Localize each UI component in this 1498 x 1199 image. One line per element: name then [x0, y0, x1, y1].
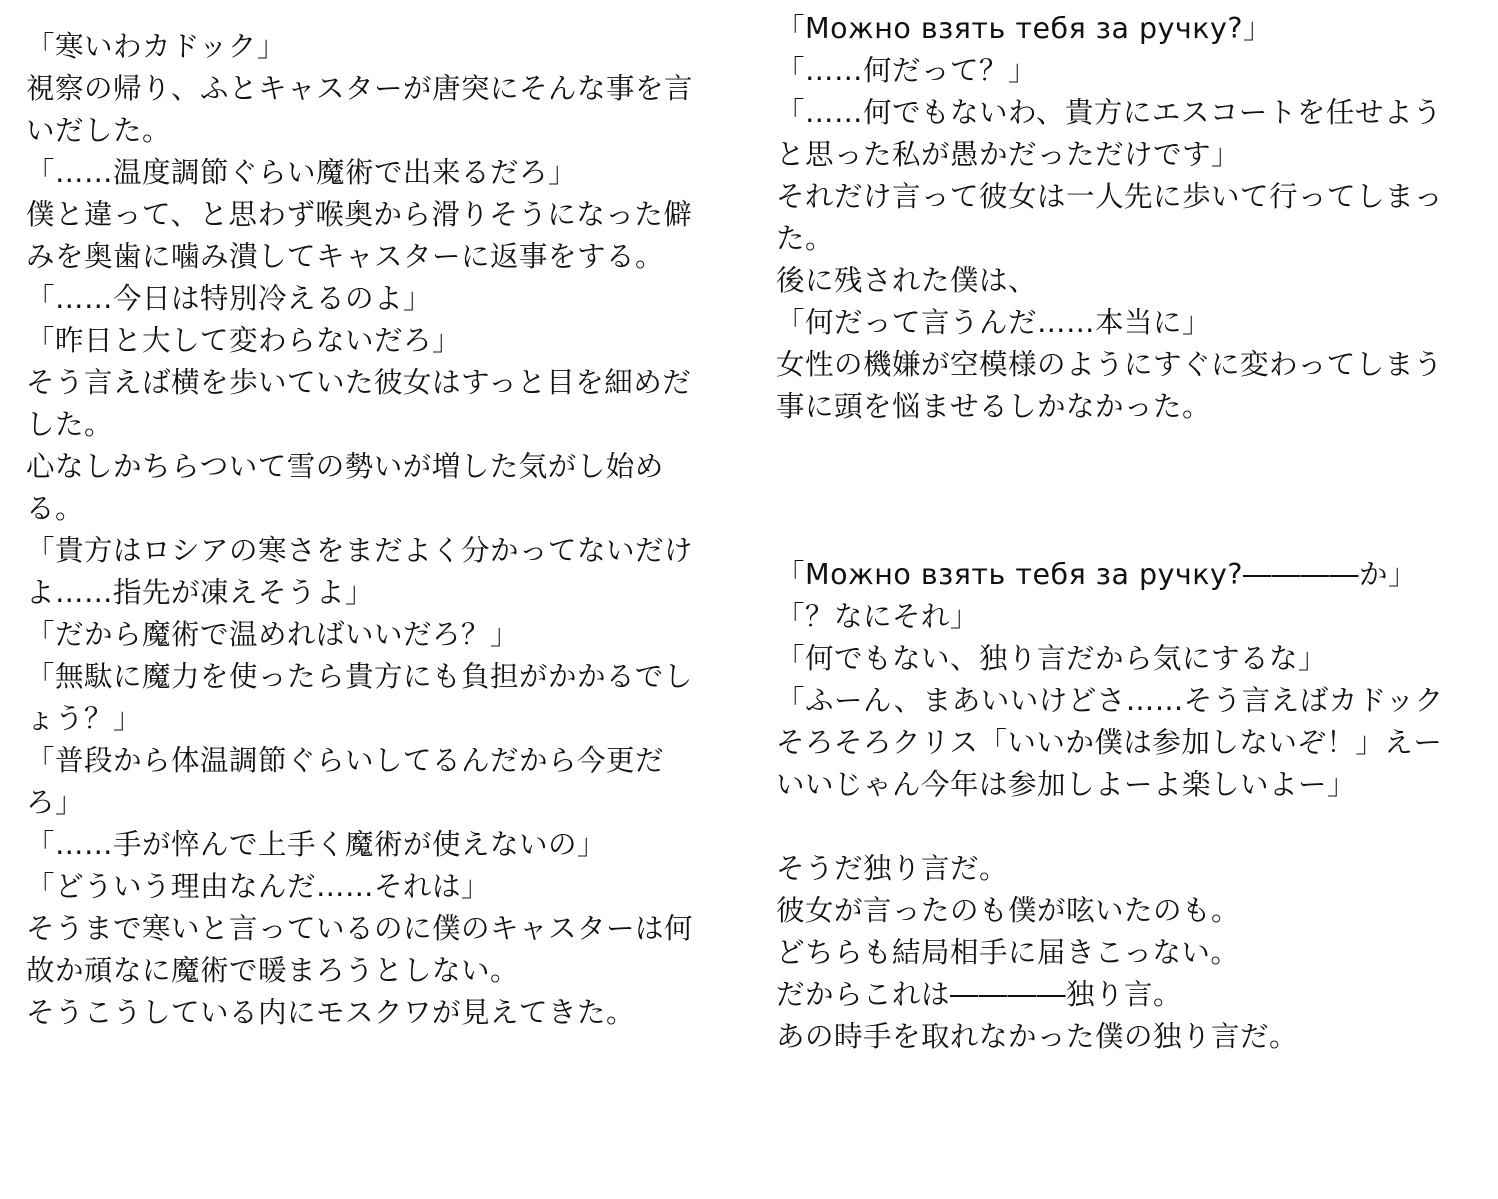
text-line: 「何だって言うんだ……本当に」	[776, 306, 1212, 339]
text-line: いだした。	[26, 114, 172, 147]
text-line: 「Можно взять тебя за ручку?――――か」	[776, 558, 1417, 591]
text-line: 「普段から体温調節ぐらいしてるんだから今更だ	[26, 744, 665, 777]
text-line: 「……手が悴んで上手く魔術が使えないの」	[26, 828, 607, 861]
text-line: 「だから魔術で温めればいいだろ？」	[26, 618, 520, 651]
text-line: 彼女が言ったのも僕が呟いたのも。	[776, 894, 1241, 927]
text-line: 事に頭を悩ませるしかなかった。	[776, 390, 1212, 423]
text-line: 「無駄に魔力を使ったら貴方にも負担がかかるでし	[26, 660, 693, 693]
text-line: 「寒いわカドック」	[26, 30, 286, 63]
blank-line	[776, 806, 1476, 848]
text-line: 僕と違って、と思わず喉奥から滑りそうになった僻	[26, 198, 693, 231]
text-line: 「ふーん、まあいいけどさ……そう言えばカドック	[776, 684, 1444, 717]
text-line: そうこうしている内にモスクワが見えてきた。	[26, 996, 636, 1029]
text-line: 「……温度調節ぐらい魔術で出来るだろ」	[26, 156, 578, 189]
right-section-one	[776, 8, 1476, 428]
left-text-column	[26, 26, 726, 1034]
text-line: 「……何だって？」	[776, 54, 1038, 87]
text-line: どちらも結局相手に届きこっない。	[776, 936, 1240, 969]
text-line: 「Можно взять тебя за ручку?」	[776, 12, 1272, 45]
text-line: 「昨日と大して変わらないだろ」	[26, 324, 462, 357]
text-line: と思った私が愚かだっただけです」	[776, 138, 1241, 171]
text-line: そろそろクリス「いいか僕は参加しないぞ！」えー	[776, 726, 1443, 759]
text-line: 故か頑なに魔術で暖まろうとしない。	[26, 954, 520, 987]
right-section-three	[776, 848, 1476, 1058]
text-line: そう言えば横を歩いていた彼女はすっと目を細めだ	[26, 366, 692, 399]
text-line: る。	[26, 492, 85, 525]
right-section-two	[776, 554, 1476, 806]
text-line: あの時手を取れなかった僕の独り言だ。	[776, 1020, 1299, 1053]
text-line: 視察の帰り、ふとキャスターが唐突にそんな事を言	[26, 72, 694, 105]
blank-line	[776, 512, 1476, 554]
text-line: 後に残された僕は、	[776, 264, 1038, 297]
blank-line	[776, 470, 1476, 512]
text-line: それだけ言って彼女は一人先に歩いて行ってしまっ	[776, 180, 1444, 213]
text-line: 女性の機嫌が空模様のようにすぐに変わってしまう	[776, 348, 1443, 381]
text-line: だからこれは――――独り言。	[776, 978, 1183, 1011]
text-line: 「……今日は特別冷えるのよ」	[26, 282, 433, 315]
text-line: 「……何でもないわ、貴方にエスコートを任せよう	[776, 96, 1442, 129]
text-line: そうまで寒いと言っているのに僕のキャスターは何	[26, 912, 694, 945]
blank-line	[776, 428, 1476, 470]
text-line: ろ」	[26, 786, 85, 819]
text-line: 心なしかちらついて雪の勢いが増した気がし始め	[26, 450, 664, 483]
text-line: 「？なにそれ」	[776, 600, 980, 633]
text-line: 「何でもない、独り言だから気にするな」	[776, 642, 1328, 675]
text-line: みを奥歯に噛み潰してキャスターに返事をする。	[26, 240, 665, 273]
text-line: ょう？」	[26, 702, 143, 735]
text-line: 「貴方はロシアの寒さをまだよく分かってないだけ	[26, 534, 694, 567]
text-line: よ……指先が凍えそうよ」	[26, 576, 375, 609]
text-line: した。	[26, 408, 114, 441]
text-line: 「どういう理由なんだ……それは」	[26, 870, 491, 903]
text-line: そうだ独り言だ。	[776, 852, 1009, 885]
text-line: いいじゃん今年は参加しよーよ楽しいよー」	[776, 768, 1357, 801]
text-line: た。	[776, 222, 835, 255]
right-text-column	[776, 8, 1476, 1058]
